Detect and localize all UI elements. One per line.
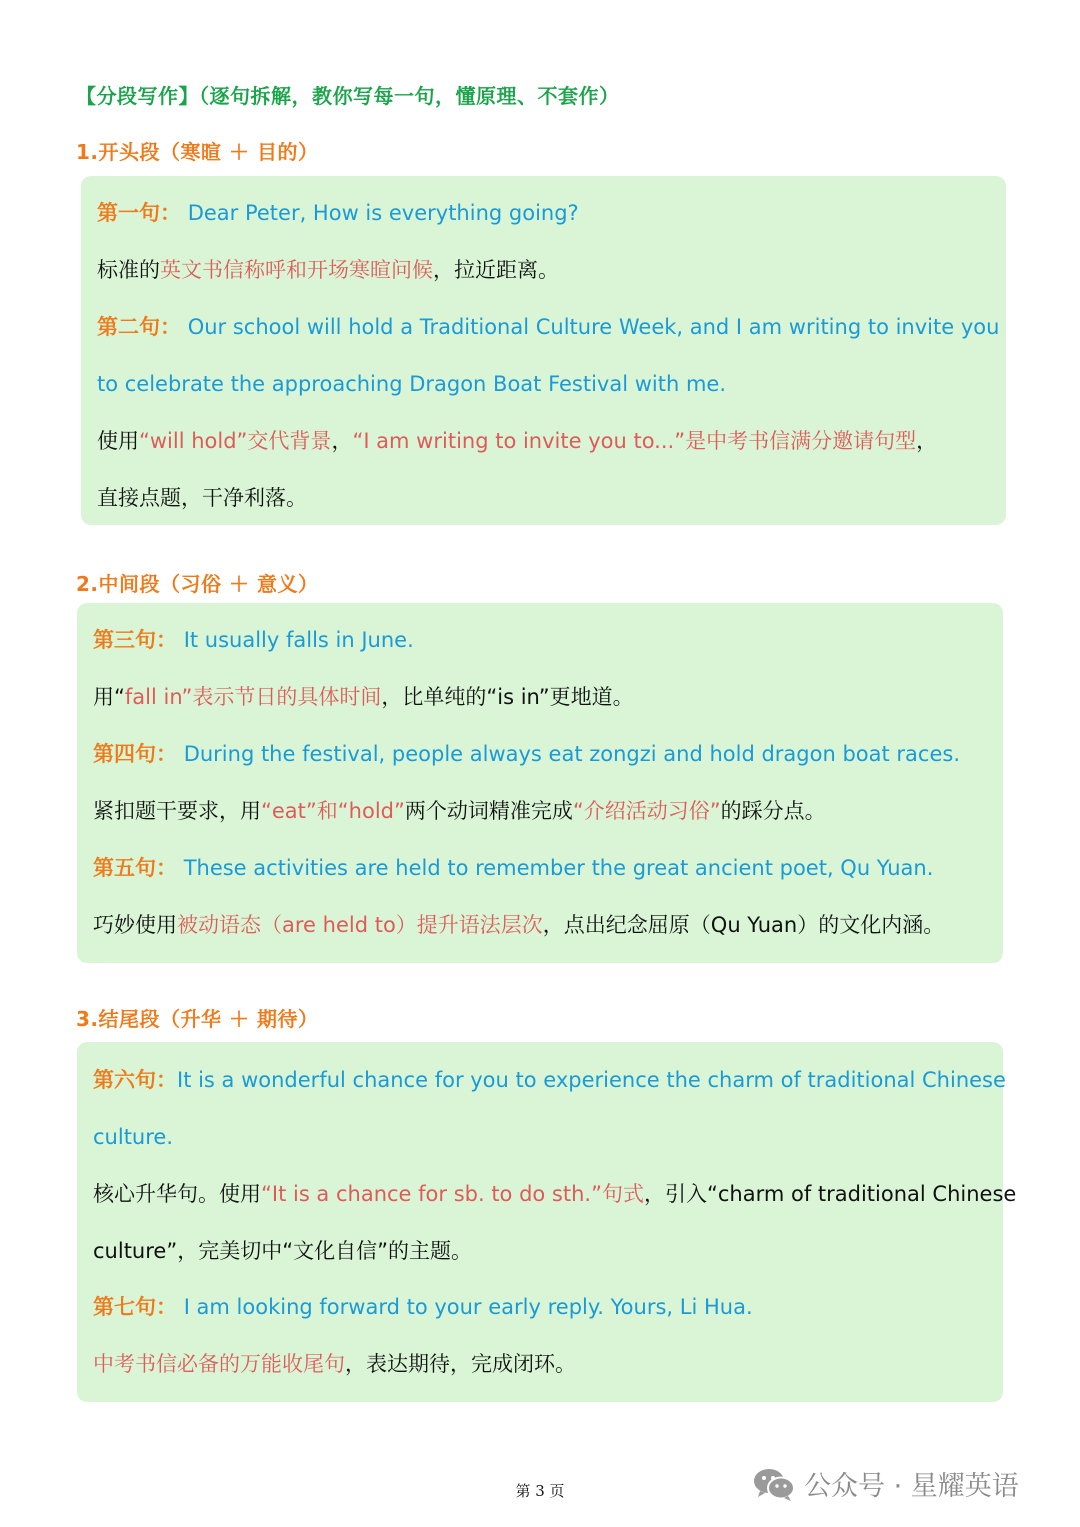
page-title: 【分段写作】（逐句拆解，教你写每一句，懂原理、不套作） [76,84,620,108]
page-number: 第 3 页 [515,1482,565,1500]
box-opening [81,176,1006,525]
sentence-label: 第一句： [97,201,181,225]
note-2: 使用“will hold”交代背景，“I am writing to invite you to...”是中考书信满分邀请句型， [97,429,938,453]
sentence-label: 第三句： [93,628,177,652]
sentence-english: Our school will hold a Traditional Culture Week, and I am writing to invite you [187,315,1000,339]
section-heading-closing: 3.结尾段（升华 ＋ 期待） [76,1007,319,1031]
box-closing [77,1042,1017,1402]
sentence-label: 第二句： [97,315,181,339]
sentence-english: These activities are held to remember the great ancient poet, Qu Yuan. [183,856,934,880]
sentence-label: 第四句： [93,742,177,766]
note-3: 用“fall in”表示节日的具体时间，比单纯的“is in”更地道。 [93,685,634,709]
watermark [752,1464,1019,1503]
sentence-5 [93,853,991,883]
note-1: 标准的英文书信称呼和开场寒暄问候，拉近距离。 [97,258,559,282]
box-middle [77,603,1003,963]
sentence-4 [93,739,991,769]
sentence-6 [93,1065,1006,1095]
note-7: 中考书信必备的万能收尾句，表达期待，完成闭环。 [93,1352,576,1376]
sentence-english: It is a wonderful chance for you to experience the charm of traditional Chinese [177,1068,1006,1092]
sentence-2-cont: to celebrate the approaching Dragon Boat Festival with me. [97,372,727,396]
sentence-label: 第六句： [93,1068,177,1092]
sentence-english: Dear Peter, How is everything going? [187,201,579,225]
section-heading-opening: 1.开头段（寒暄 ＋ 目的） [76,140,319,164]
sentence-2 [97,312,1000,342]
section-heading-middle: 2.中间段（习俗 ＋ 意义） [76,572,319,596]
sentence-6-cont: culture. [93,1125,174,1149]
watermark-text: 公众号 · 星耀英语 [804,1471,1019,1502]
sentence-english: It usually falls in June. [183,628,414,652]
sentence-7 [93,1292,991,1322]
note-2-cont: 直接点题，干净利落。 [97,486,307,510]
sentence-english: I am looking forward to your early reply. Yours, Li Hua. [183,1295,753,1319]
wechat-icon [752,1466,796,1502]
note-5: 巧妙使用被动语态（are held to）提升语法层次，点出纪念屈原（Qu Yuan）的文化内涵。 [93,913,945,937]
sentence-1 [97,198,994,228]
sentence-label: 第七句： [93,1295,177,1319]
sentence-label: 第五句： [93,856,177,880]
note-6: 核心升华句。使用“It is a chance for sb. to do sth.”句式，引入“charm of traditional Chinese [93,1182,1017,1206]
note-6-cont: culture”，完美切中“文化自信”的主题。 [93,1239,472,1263]
sentence-3 [93,625,991,655]
note-4: 紧扣题干要求，用“eat”和“hold”两个动词精准完成“介绍活动习俗”的踩分点。 [93,799,826,823]
sentence-english: During the festival, people always eat zongzi and hold dragon boat races. [183,742,961,766]
